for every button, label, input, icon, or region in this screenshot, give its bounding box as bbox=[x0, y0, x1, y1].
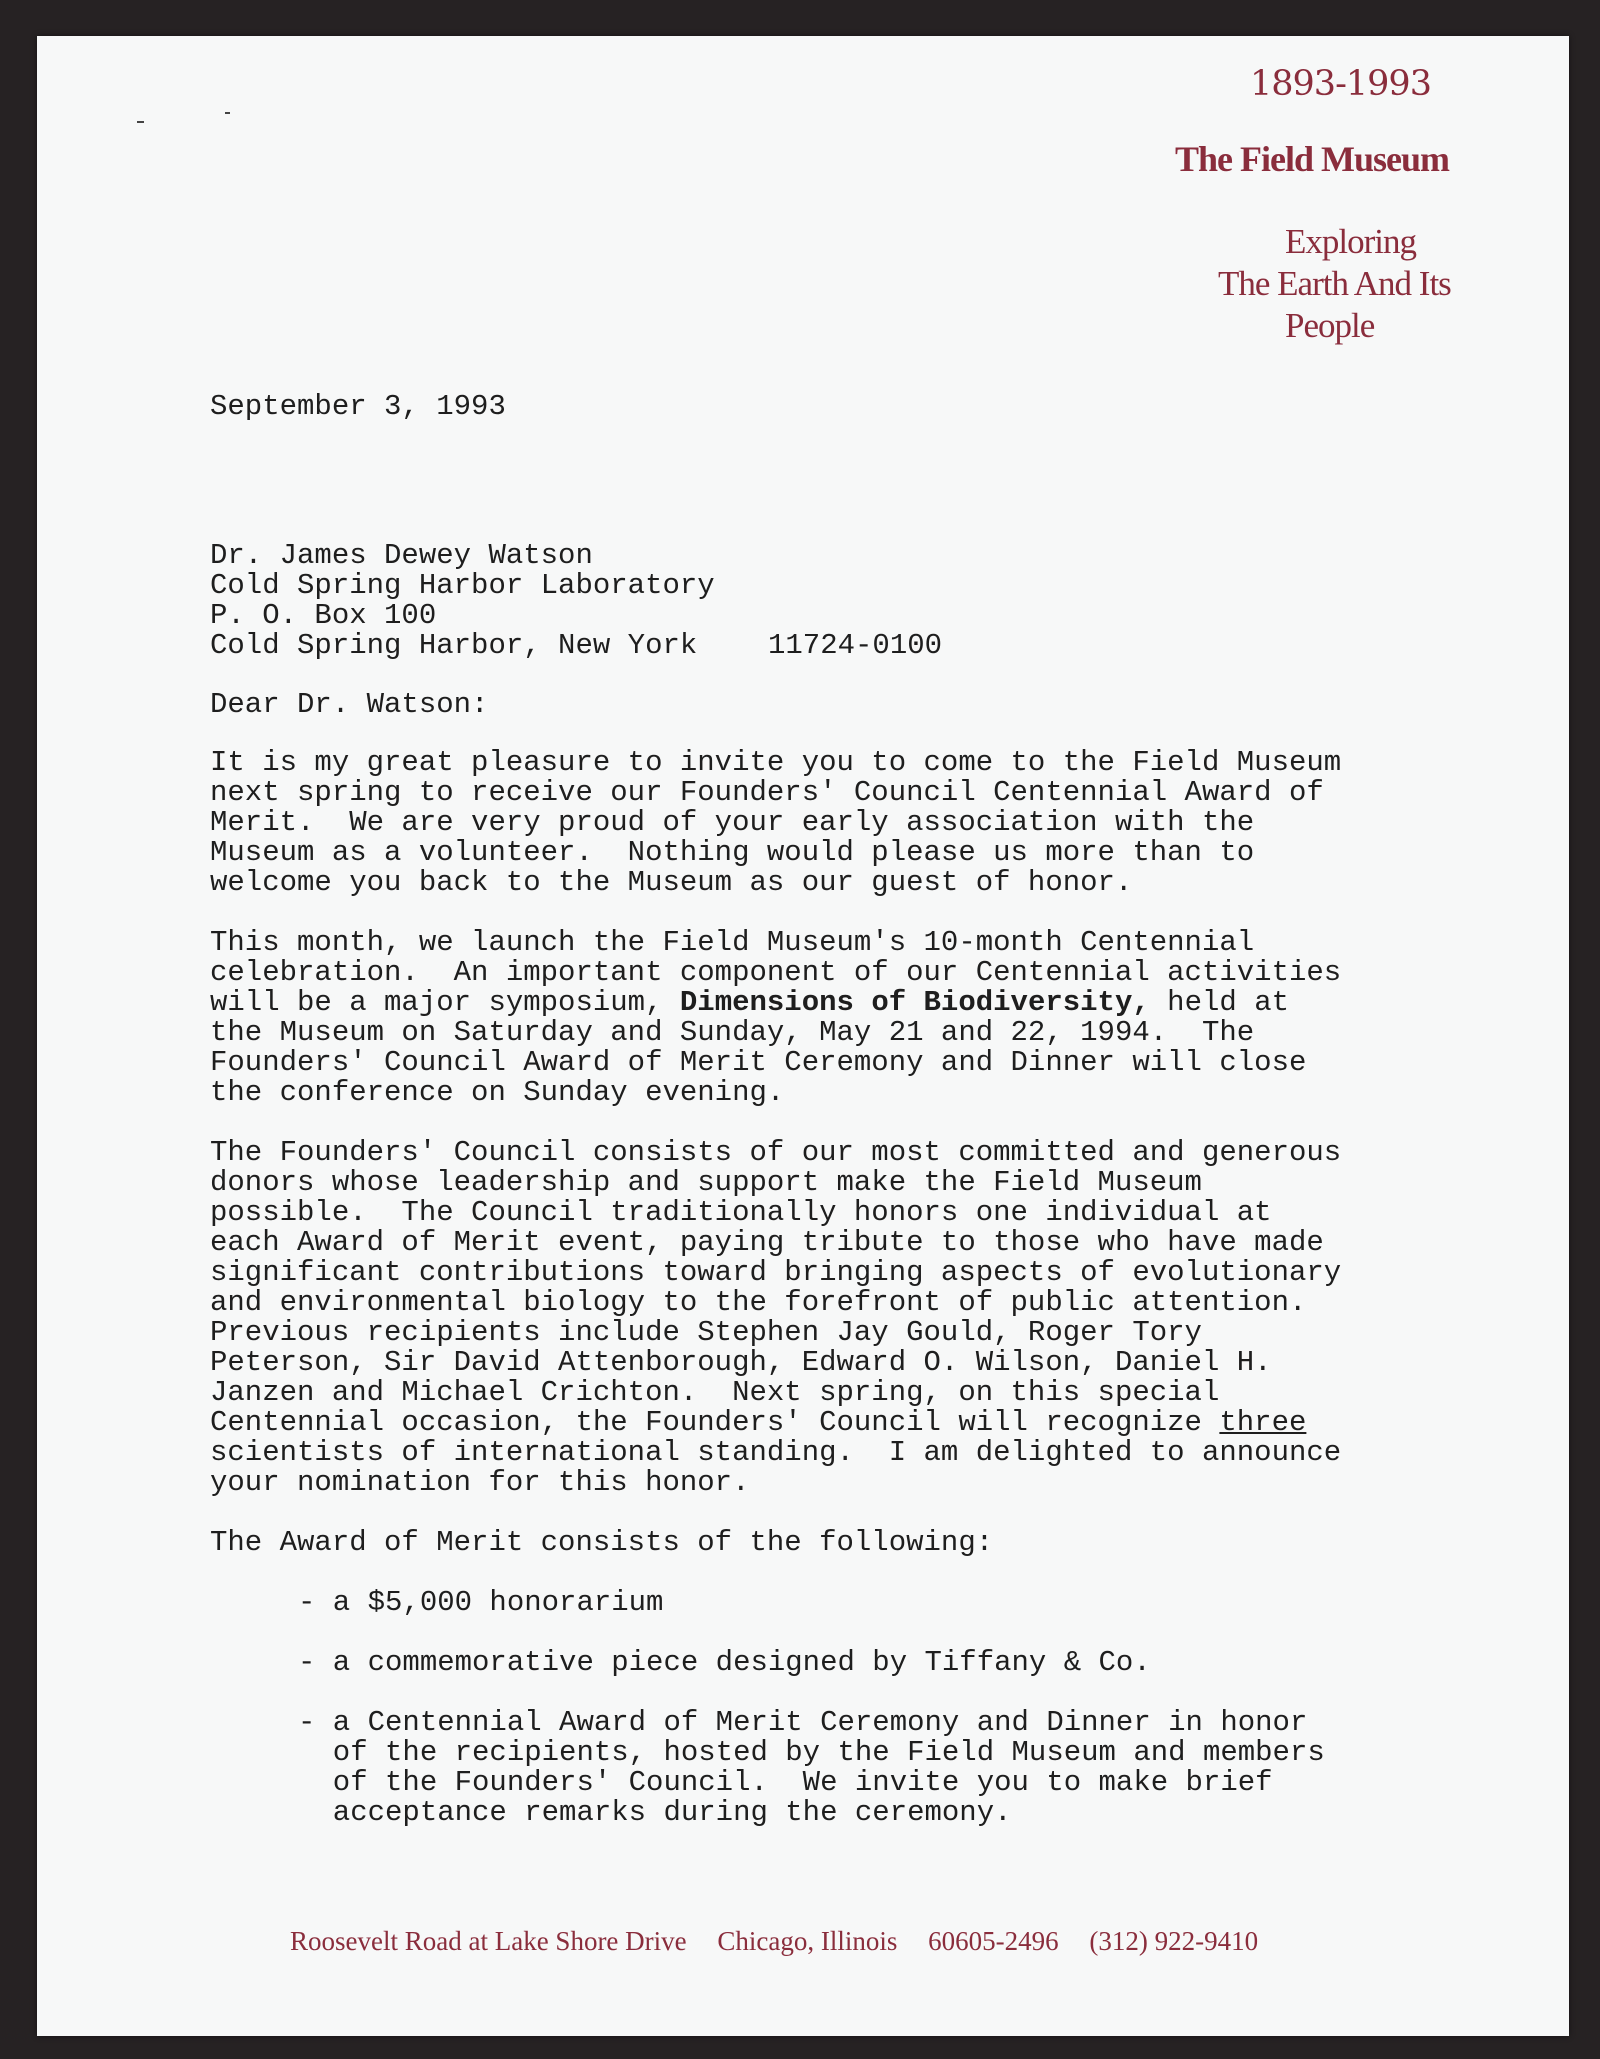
paper-mark bbox=[225, 112, 230, 114]
recipient-city-state: Cold Spring Harbor, New York bbox=[210, 629, 698, 662]
letterhead-tagline-3: People bbox=[1285, 306, 1375, 345]
list-item: - a Centennial Award of Merit Ceremony and Dinner in honor bbox=[298, 1706, 1308, 1739]
footer-street: Roosevelt Road at Lake Shore Drive bbox=[290, 1926, 687, 1956]
text-line: significant contributions toward bringing aspects of evolutionary bbox=[210, 1256, 1342, 1289]
award-intro: The Award of Merit consists of the following: bbox=[210, 1526, 994, 1559]
letterhead-tagline-1: Exploring bbox=[1285, 222, 1416, 261]
text-line: each Award of Merit event, paying tribute to those who have made bbox=[210, 1226, 1324, 1259]
text-line: the Museum on Saturday and Sunday, May 21 and 22, 1994. The bbox=[210, 1016, 1255, 1049]
list-item-continuation: of the recipients, hosted by the Field Museum and members bbox=[298, 1736, 1325, 1769]
text-line: the conference on Sunday evening. bbox=[210, 1076, 785, 1109]
text-line: and environmental biology to the forefront of public attention. bbox=[210, 1286, 1307, 1319]
text-line: Previous recipients include Stephen Jay Gould, Roger Tory bbox=[210, 1316, 1202, 1349]
text-line bbox=[210, 1408, 1306, 1438]
salutation: Dear Dr. Watson: bbox=[210, 688, 489, 721]
footer-phone: (312) 922-9410 bbox=[1089, 1926, 1259, 1956]
text-segment: held at bbox=[1149, 986, 1290, 1019]
list-item: - a commemorative piece designed by Tiffany & Co. bbox=[298, 1646, 1151, 1679]
text-line: your nomination for this honor. bbox=[210, 1466, 750, 1499]
text-line: Peterson, Sir David Attenborough, Edward O. Wilson, Daniel H. bbox=[210, 1346, 1272, 1379]
list-item-continuation: of the Founders' Council. We invite you to make brief bbox=[298, 1766, 1273, 1799]
text-line: The Founders' Council consists of our most committed and generous bbox=[210, 1136, 1342, 1169]
symposium-title: Dimensions of Biodiversity, bbox=[679, 986, 1150, 1019]
recipient-name: Dr. James Dewey Watson bbox=[210, 539, 593, 572]
footer-city: Chicago, Illinois bbox=[717, 1926, 898, 1956]
text-line: scientists of international standing. I am delighted to announce bbox=[210, 1436, 1342, 1469]
letter-date: September 3, 1993 bbox=[210, 390, 506, 423]
text-line: This month, we launch the Field Museum's 10-month Centennial bbox=[210, 926, 1255, 959]
list-item-continuation: acceptance remarks during the ceremony. bbox=[298, 1796, 1012, 1829]
text-line: Janzen and Michael Crichton. Next spring, on this special bbox=[210, 1376, 1220, 1409]
text-line bbox=[210, 988, 1289, 1018]
text-line: possible. The Council traditionally honors one individual at bbox=[210, 1196, 1272, 1229]
recipient-po-box: P. O. Box 100 bbox=[210, 599, 437, 632]
letterhead-tagline-2: The Earth And Its bbox=[1218, 264, 1451, 303]
text-segment: Centennial occasion, the Founders' Council will recognize bbox=[210, 1406, 1220, 1439]
text-line: It is my great pleasure to invite you to come to the Field Museum bbox=[210, 746, 1342, 779]
text-line: Merit. We are very proud of your early association with the bbox=[210, 806, 1255, 839]
text-line: Museum as a volunteer. Nothing would please us more than to bbox=[210, 836, 1255, 869]
paper-mark bbox=[137, 121, 144, 123]
letterhead-museum-name: The Field Museum bbox=[1175, 139, 1450, 179]
text-line: Founders' Council Award of Merit Ceremony and Dinner will close bbox=[210, 1046, 1307, 1079]
text-line: donors whose leadership and support make the Field Museum bbox=[210, 1166, 1202, 1199]
list-item: - a $5,000 honorarium bbox=[298, 1586, 664, 1619]
text-segment: will be a major symposium, bbox=[210, 986, 680, 1019]
underlined-word: three bbox=[1219, 1406, 1307, 1439]
recipient-organization: Cold Spring Harbor Laboratory bbox=[210, 569, 715, 602]
recipient-zip: 11724-0100 bbox=[768, 629, 943, 662]
text-line: welcome you back to the Museum as our guest of honor. bbox=[210, 866, 1133, 899]
text-line: celebration. An important component of our Centennial activities bbox=[210, 956, 1342, 989]
text-line: next spring to receive our Founders' Council Centennial Award of bbox=[210, 776, 1324, 809]
letterhead-years: 1893-1993 bbox=[1250, 64, 1431, 104]
letterhead-footer bbox=[290, 1926, 1390, 1957]
footer-zip: 60605-2496 bbox=[928, 1926, 1059, 1956]
